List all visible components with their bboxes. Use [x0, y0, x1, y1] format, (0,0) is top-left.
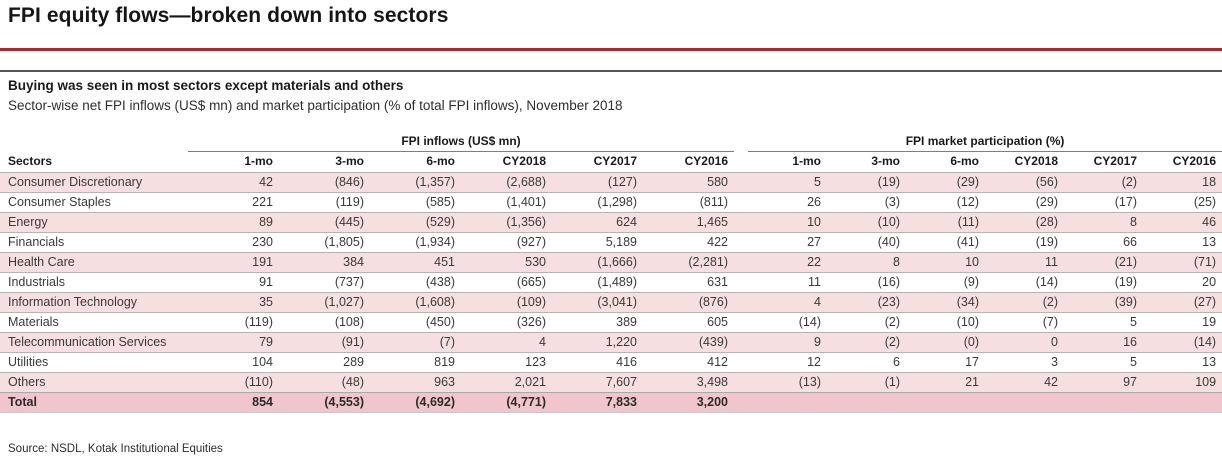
inflow-value-cell: 389 — [552, 312, 643, 332]
fpi-sector-table-wrap — [0, 131, 1222, 413]
column-header-3-mo: 3-mo — [335, 154, 364, 168]
exhibit-title: Buying was seen in most sectors except materials and others — [8, 78, 404, 93]
inflow-value-cell: (1,356) — [461, 212, 552, 232]
participation-value-cell: (41) — [906, 232, 985, 252]
inflow-value-cell: (665) — [461, 272, 552, 292]
column-header-cy2018: CY2018 — [502, 154, 546, 168]
inflow-value-cell: 1,465 — [643, 212, 734, 232]
inflow-value-cell: (127) — [552, 172, 643, 192]
sector-cell: Telecommunication Services — [0, 332, 188, 352]
inflow-value-cell: 624 — [552, 212, 643, 232]
table-row — [0, 212, 1222, 232]
inflow-value-cell: (4,771) — [461, 392, 552, 412]
participation-value-cell: (10) — [827, 212, 906, 232]
participation-value-cell: (2) — [827, 312, 906, 332]
inflow-value-cell: (1,489) — [552, 272, 643, 292]
participation-value-cell — [1064, 392, 1143, 412]
inflow-value-cell: 91 — [188, 272, 279, 292]
inflow-value-cell: 89 — [188, 212, 279, 232]
inflow-value-cell: 123 — [461, 352, 552, 372]
participation-value-cell: 8 — [827, 252, 906, 272]
inflow-value-cell: 631 — [643, 272, 734, 292]
inflow-value-cell: 819 — [370, 352, 461, 372]
participation-value-cell: 13 — [1143, 232, 1222, 252]
inflow-value-cell: (1,666) — [552, 252, 643, 272]
gap-cell — [734, 232, 748, 252]
inflow-value-cell: 42 — [188, 172, 279, 192]
participation-value-cell: 26 — [748, 192, 827, 212]
inflow-value-cell: 3,498 — [643, 372, 734, 392]
participation-value-cell: (25) — [1143, 192, 1222, 212]
inflow-value-cell: (110) — [188, 372, 279, 392]
gap-cell — [734, 292, 748, 312]
participation-value-cell: (12) — [906, 192, 985, 212]
inflow-value-cell: 4 — [461, 332, 552, 352]
participation-value-cell: 16 — [1064, 332, 1143, 352]
participation-value-cell: 0 — [985, 332, 1064, 352]
gap-cell — [734, 192, 748, 212]
column-header-cy2018: CY2018 — [1014, 154, 1058, 168]
participation-value-cell: 42 — [985, 372, 1064, 392]
inflow-value-cell: (119) — [279, 192, 370, 212]
table-row — [0, 272, 1222, 292]
inflow-value-cell: (450) — [370, 312, 461, 332]
participation-value-cell — [985, 392, 1064, 412]
table-row — [0, 352, 1222, 372]
inflow-value-cell: (438) — [370, 272, 461, 292]
column-header-cy2017: CY2017 — [593, 154, 637, 168]
inflow-value-cell: (1,934) — [370, 232, 461, 252]
column-header-cy2016: CY2016 — [1172, 154, 1217, 168]
inflow-value-cell: (4,553) — [279, 392, 370, 412]
inflow-value-cell: (445) — [279, 212, 370, 232]
participation-value-cell: (29) — [985, 192, 1064, 212]
participation-value-cell: (0) — [906, 332, 985, 352]
participation-value-cell: (28) — [985, 212, 1064, 232]
participation-value-cell: (3) — [827, 192, 906, 212]
column-header-6-mo: 6-mo — [950, 154, 979, 168]
inflow-value-cell: (108) — [279, 312, 370, 332]
participation-value-cell: (10) — [906, 312, 985, 332]
participation-value-cell: 4 — [748, 292, 827, 312]
sector-cell: Financials — [0, 232, 188, 252]
gap-cell — [734, 212, 748, 232]
group-header-inflows: FPI inflows (US$ mn) — [188, 131, 734, 151]
inflow-value-cell: (2,281) — [643, 252, 734, 272]
inflow-value-cell: (2,688) — [461, 172, 552, 192]
inflow-value-cell: 422 — [643, 232, 734, 252]
table-row — [0, 252, 1222, 272]
gap-cell — [734, 252, 748, 272]
column-header-3-mo: 3-mo — [871, 154, 900, 168]
participation-value-cell: (11) — [906, 212, 985, 232]
participation-value-cell — [1143, 392, 1222, 412]
participation-value-cell: 19 — [1143, 312, 1222, 332]
inflow-value-cell: 963 — [370, 372, 461, 392]
inflow-value-cell: (7) — [370, 332, 461, 352]
inflow-value-cell: 3,200 — [643, 392, 734, 412]
participation-value-cell: 5 — [748, 172, 827, 192]
participation-value-cell: 9 — [748, 332, 827, 352]
inflow-value-cell: 35 — [188, 292, 279, 312]
participation-value-cell: (27) — [1143, 292, 1222, 312]
participation-value-cell: 6 — [827, 352, 906, 372]
gap-cell — [734, 392, 748, 412]
inflow-value-cell: 605 — [643, 312, 734, 332]
participation-value-cell: (1) — [827, 372, 906, 392]
total-row — [0, 392, 1222, 412]
inflow-value-cell: (876) — [643, 292, 734, 312]
table-row — [0, 292, 1222, 312]
exhibit-description: Sector-wise net FPI inflows (US$ mn) and market participation (% of total FPI inflows), November 2018 — [8, 98, 623, 113]
sector-cell: Materials — [0, 312, 188, 332]
table-row — [0, 312, 1222, 332]
inflow-value-cell: 230 — [188, 232, 279, 252]
inflow-value-cell: (109) — [461, 292, 552, 312]
inflow-value-cell: 580 — [643, 172, 734, 192]
inflow-value-cell: 412 — [643, 352, 734, 372]
group-header-participation: FPI market participation (%) — [748, 131, 1222, 151]
participation-value-cell: 5 — [1064, 312, 1143, 332]
participation-value-cell: 11 — [748, 272, 827, 292]
inflow-value-cell: (737) — [279, 272, 370, 292]
participation-value-cell: 21 — [906, 372, 985, 392]
inflow-value-cell: 530 — [461, 252, 552, 272]
inflow-value-cell: 79 — [188, 332, 279, 352]
sector-cell: Consumer Discretionary — [0, 172, 188, 192]
sector-cell: Industrials — [0, 272, 188, 292]
inflow-value-cell: (48) — [279, 372, 370, 392]
participation-value-cell: 20 — [1143, 272, 1222, 292]
group-gap — [734, 131, 748, 151]
inflow-value-cell: (1,608) — [370, 292, 461, 312]
gray-divider — [0, 70, 1222, 72]
participation-value-cell — [827, 392, 906, 412]
group-header-spacer — [0, 131, 188, 151]
participation-value-cell: (29) — [906, 172, 985, 192]
participation-value-cell — [906, 392, 985, 412]
fpi-sector-table — [0, 131, 1222, 413]
column-header-1-mo: 1-mo — [792, 154, 821, 168]
gap-cell — [734, 172, 748, 192]
participation-value-cell: 12 — [748, 352, 827, 372]
participation-value-cell: 66 — [1064, 232, 1143, 252]
inflow-value-cell: (326) — [461, 312, 552, 332]
participation-value-cell: (14) — [985, 272, 1064, 292]
participation-value-cell: (39) — [1064, 292, 1143, 312]
inflow-value-cell: 416 — [552, 352, 643, 372]
gap-cell — [734, 352, 748, 372]
gap-cell — [734, 272, 748, 292]
sector-cell: Energy — [0, 212, 188, 232]
participation-value-cell: (34) — [906, 292, 985, 312]
column-header-gap — [734, 151, 748, 172]
participation-value-cell: (14) — [748, 312, 827, 332]
participation-value-cell: (16) — [827, 272, 906, 292]
inflow-value-cell: (846) — [279, 172, 370, 192]
inflow-value-cell: (529) — [370, 212, 461, 232]
inflow-value-cell: (811) — [643, 192, 734, 212]
inflow-value-cell: (4,692) — [370, 392, 461, 412]
participation-value-cell: 27 — [748, 232, 827, 252]
sector-cell: Information Technology — [0, 292, 188, 312]
participation-value-cell: 3 — [985, 352, 1064, 372]
inflow-value-cell: 451 — [370, 252, 461, 272]
inflow-value-cell: (585) — [370, 192, 461, 212]
inflow-value-cell: 191 — [188, 252, 279, 272]
inflow-value-cell: (119) — [188, 312, 279, 332]
participation-value-cell: (2) — [1064, 172, 1143, 192]
gap-cell — [734, 312, 748, 332]
participation-value-cell: (7) — [985, 312, 1064, 332]
participation-value-cell: (14) — [1143, 332, 1222, 352]
participation-value-cell: (56) — [985, 172, 1064, 192]
participation-value-cell: 8 — [1064, 212, 1143, 232]
participation-value-cell: 46 — [1143, 212, 1222, 232]
participation-value-cell — [748, 392, 827, 412]
column-header-1-mo: 1-mo — [244, 154, 273, 168]
participation-value-cell: (40) — [827, 232, 906, 252]
participation-value-cell: 10 — [906, 252, 985, 272]
participation-value-cell: 97 — [1064, 372, 1143, 392]
sector-cell: Consumer Staples — [0, 192, 188, 212]
gap-cell — [734, 332, 748, 352]
inflow-value-cell: 221 — [188, 192, 279, 212]
page-title: FPI equity flows—broken down into sectors — [8, 4, 449, 27]
inflow-value-cell: (1,805) — [279, 232, 370, 252]
participation-value-cell: (17) — [1064, 192, 1143, 212]
inflow-value-cell: 384 — [279, 252, 370, 272]
sector-cell: Utilities — [0, 352, 188, 372]
participation-value-cell: 11 — [985, 252, 1064, 272]
inflow-value-cell: 7,833 — [552, 392, 643, 412]
inflow-value-cell: 1,220 — [552, 332, 643, 352]
participation-value-cell: 13 — [1143, 352, 1222, 372]
participation-value-cell: (2) — [827, 332, 906, 352]
participation-value-cell: 10 — [748, 212, 827, 232]
table-row — [0, 372, 1222, 392]
inflow-value-cell: (91) — [279, 332, 370, 352]
red-divider — [0, 48, 1222, 51]
column-header-6-mo: 6-mo — [426, 154, 455, 168]
participation-value-cell: 5 — [1064, 352, 1143, 372]
inflow-value-cell: 854 — [188, 392, 279, 412]
column-header-row — [0, 151, 1222, 172]
participation-value-cell: (13) — [748, 372, 827, 392]
table-row — [0, 172, 1222, 192]
participation-value-cell: 109 — [1143, 372, 1222, 392]
group-header-row — [0, 131, 1222, 151]
participation-value-cell: (19) — [985, 232, 1064, 252]
inflow-value-cell: (1,027) — [279, 292, 370, 312]
inflow-value-cell: (927) — [461, 232, 552, 252]
participation-value-cell: 17 — [906, 352, 985, 372]
source-note: Source: NSDL, Kotak Institutional Equities — [8, 443, 223, 455]
inflow-value-cell: (1,401) — [461, 192, 552, 212]
gap-cell — [734, 372, 748, 392]
column-header-cy2017: CY2017 — [1093, 154, 1137, 168]
inflow-value-cell: (3,041) — [552, 292, 643, 312]
participation-value-cell: (2) — [985, 292, 1064, 312]
participation-value-cell: (19) — [827, 172, 906, 192]
participation-value-cell: 18 — [1143, 172, 1222, 192]
inflow-value-cell: 104 — [188, 352, 279, 372]
inflow-value-cell: (1,357) — [370, 172, 461, 192]
sector-cell: Health Care — [0, 252, 188, 272]
inflow-value-cell: 289 — [279, 352, 370, 372]
column-header-sectors: Sectors — [8, 153, 53, 168]
table-row — [0, 192, 1222, 212]
participation-value-cell: (71) — [1143, 252, 1222, 272]
sector-cell: Others — [0, 372, 188, 392]
inflow-value-cell: (439) — [643, 332, 734, 352]
inflow-value-cell: 2,021 — [461, 372, 552, 392]
participation-value-cell: (23) — [827, 292, 906, 312]
inflow-value-cell: 7,607 — [552, 372, 643, 392]
inflow-value-cell: 5,189 — [552, 232, 643, 252]
participation-value-cell: 22 — [748, 252, 827, 272]
inflow-value-cell: (1,298) — [552, 192, 643, 212]
participation-value-cell: (21) — [1064, 252, 1143, 272]
table-row — [0, 332, 1222, 352]
table-row — [0, 232, 1222, 252]
sector-cell: Total — [0, 392, 188, 412]
participation-value-cell: (19) — [1064, 272, 1143, 292]
column-header-cy2016: CY2016 — [684, 154, 728, 168]
participation-value-cell: (9) — [906, 272, 985, 292]
